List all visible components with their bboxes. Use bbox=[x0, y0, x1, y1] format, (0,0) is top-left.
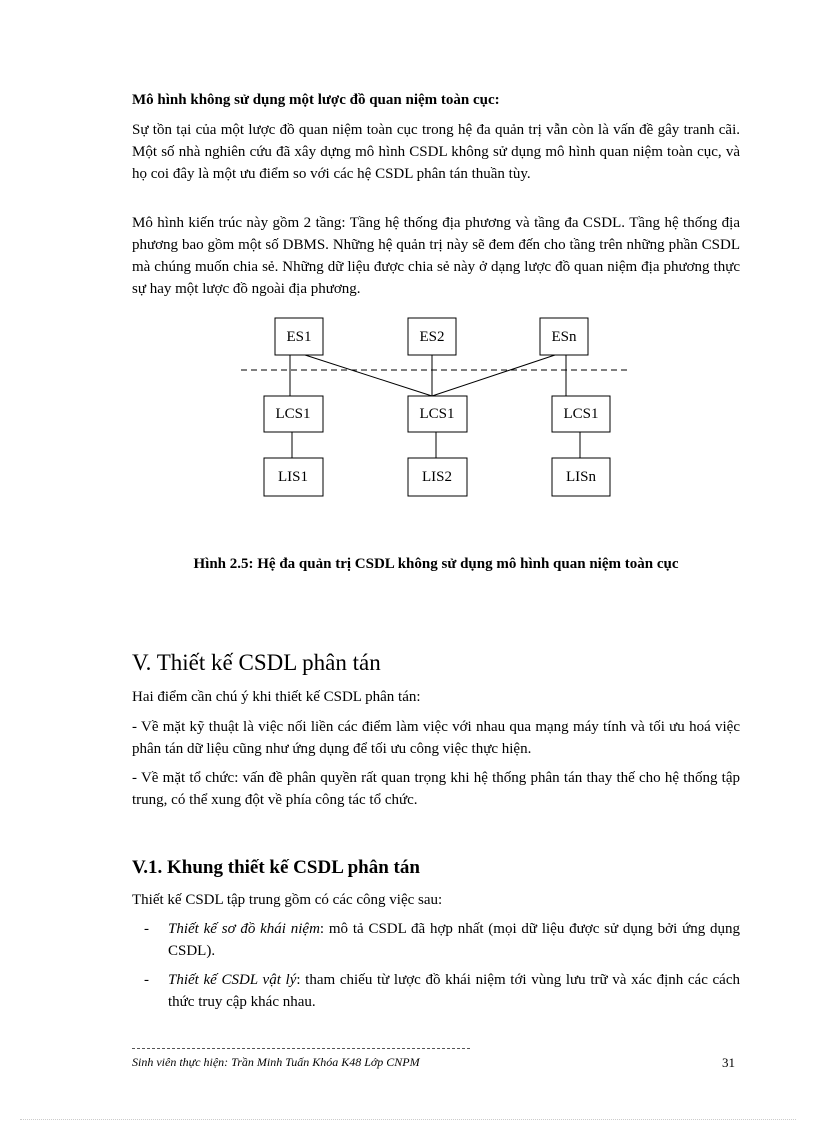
page-number: 31 bbox=[722, 1055, 735, 1070]
section-v1-intro-block bbox=[132, 889, 740, 911]
lis-label: LISn bbox=[566, 469, 596, 485]
footer-divider bbox=[132, 1048, 470, 1049]
bullet-description: : tham chiếu từ lược đồ khái niệm tới vùng lưu trữ và xác định các cách thức truy cập khác nhau. bbox=[168, 972, 740, 1010]
lcs-label: LCS1 bbox=[275, 406, 311, 422]
lis-label: LIS2 bbox=[422, 469, 452, 485]
es-label: ESn bbox=[551, 329, 577, 345]
section-v-organizational: - Về mặt tổ chức: vấn đề phân quyền rất quan trọng khi hệ thống phân tán thay thế cho hệ thống tập trung, có thể xung đột về phía công tác tổ chức. bbox=[132, 770, 740, 808]
bullet-content bbox=[168, 918, 740, 962]
list-item bbox=[132, 969, 740, 1013]
figure-caption: Hình 2.5: Hệ đa quản trị CSDL không sử dụng mô hình quan niệm toàn cục bbox=[193, 556, 679, 572]
intro-paragraph-2: Mô hình kiến trúc này gồm 2 tầng: Tầng hệ thống địa phương và tầng đa CSDL. Tầng hệ thống địa phương bao gồm một số DBMS. Những hệ quản trị này sẽ đem đến cho tầng trên những phần CSDL mà chúng muốn chia sẻ. Những dữ liệu được chia sẻ này ở dạng lược đồ quan niệm địa phương thực sự hay một lược đồ ngoài địa phương. bbox=[132, 215, 740, 297]
bullet-term: Thiết kế sơ đồ khái niệm bbox=[168, 921, 320, 937]
section-v-technical: - Về mặt kỹ thuật là việc nối liền các điểm làm việc với nhau qua mạng máy tính và tối ưu hoá việc phân tán dữ liệu cũng như ứng dụng để tối ưu công việc thực hiện. bbox=[132, 719, 740, 757]
connector-esn-center bbox=[432, 355, 555, 396]
section-v-intro-block bbox=[132, 686, 740, 708]
bullet-description: : mô tả CSDL đã hợp nhất (mọi dữ liệu được sử dụng bởi ứng dụng CSDL). bbox=[168, 921, 740, 959]
section-v1-heading: V.1. Khung thiết kế CSDL phân tán bbox=[132, 857, 420, 878]
section-v1-intro: Thiết kế CSDL tập trung gồm có các công việc sau: bbox=[132, 892, 443, 908]
bullet-term: Thiết kế CSDL vật lý bbox=[168, 972, 297, 988]
section-v-organizational-block bbox=[132, 767, 740, 811]
connector-es1-center bbox=[305, 355, 432, 396]
page-edge-divider bbox=[20, 1119, 796, 1120]
lis-label: LIS1 bbox=[278, 469, 308, 485]
list-item bbox=[132, 918, 740, 962]
lcs-label: LCS1 bbox=[419, 406, 455, 422]
bullet-dash: - bbox=[144, 921, 149, 937]
section-v-intro: Hai điểm cần chú ý khi thiết kế CSDL phân tán: bbox=[132, 689, 421, 705]
es-label: ES2 bbox=[419, 329, 445, 345]
section-v-technical-block bbox=[132, 716, 740, 760]
footer-author: Sinh viên thực hiện: Trần Minh Tuấn Khóa K48 Lớp CNPM bbox=[132, 1055, 420, 1069]
es-label: ES1 bbox=[286, 329, 312, 345]
intro-paragraph-1: Sự tồn tại của một lược đồ quan niệm toàn cục trong hệ đa quản trị vẫn còn là vấn đề gây tranh cãi. Một số nhà nghiên cứu đã xây dựng mô hình CSDL không sử dụng mô hình quan niệm toàn cục, và họ coi đây là một ưu điểm so với các hệ CSDL phân tán thuần tùy. bbox=[132, 122, 740, 182]
bullet-dash: - bbox=[144, 972, 149, 988]
intro-subheading: Mô hình không sử dụng một lược đồ quan niệm toàn cục: bbox=[132, 92, 500, 108]
section-v-heading: V. Thiết kế CSDL phân tán bbox=[132, 650, 381, 675]
bullet-content bbox=[168, 969, 740, 1013]
lcs-label: LCS1 bbox=[563, 406, 599, 422]
